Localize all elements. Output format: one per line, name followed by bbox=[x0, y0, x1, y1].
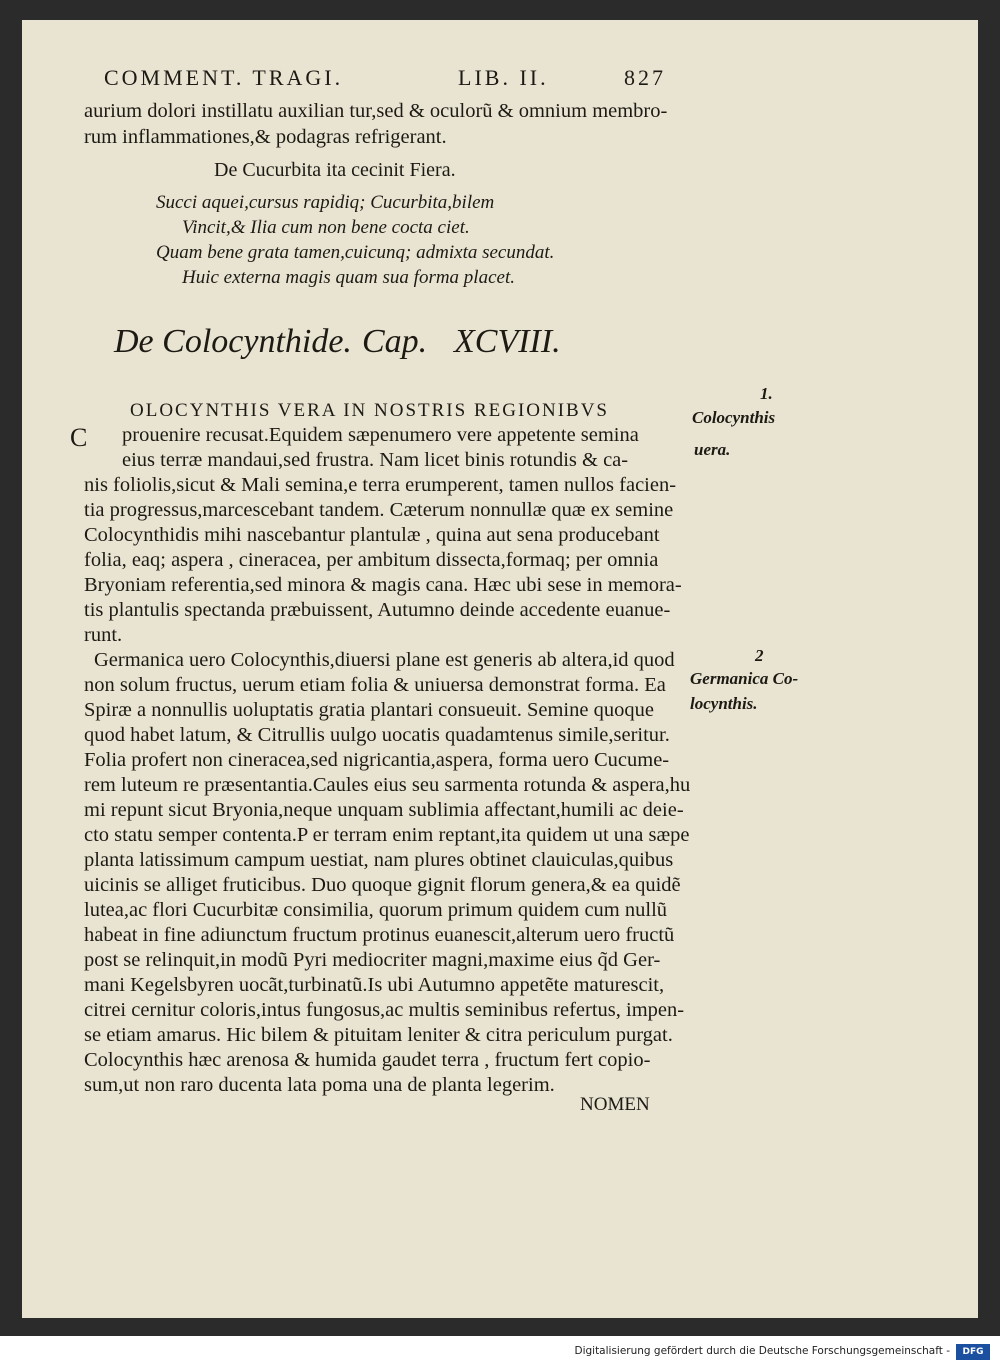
running-head: COMMENT. TRAGI. bbox=[104, 65, 344, 90]
verse-line: Huic externa magis quam sua forma placet. bbox=[182, 267, 515, 288]
text-line: OLOCYNTHIS VERA IN NOSTRIS REGIONIBVS bbox=[130, 400, 610, 421]
text-line: mi repunt sicut Bryonia,neque unquam sublimia affectant,humili ac deie- bbox=[84, 799, 684, 821]
text-line: tia progressus,marcescebant tandem. Cæterum nonnullæ quæ ex semine bbox=[84, 499, 674, 521]
chapter-cap: Cap. bbox=[362, 323, 428, 360]
margin-note-number: 1. bbox=[760, 384, 773, 403]
margin-note-line: locynthis. bbox=[690, 694, 758, 713]
text-line: tis plantulis spectanda præbuissent, Autumno deinde accedente euanue- bbox=[84, 599, 671, 621]
text-line: planta latissimum campum uestiat, nam plures obtinet clauiculas,quibus bbox=[84, 849, 674, 871]
margin-note-line: uera. bbox=[694, 440, 731, 459]
text-line: runt. bbox=[84, 624, 123, 646]
footer-credit: Digitalisierung gefördert durch die Deutsche Forschungsgemeinschaft - bbox=[574, 1345, 950, 1357]
text-line: cto statu semper contenta.P er terram enim reptant,ita quidem ut una sæpe bbox=[84, 824, 690, 846]
text-line: uicinis se alliget fruticibus. Duo quoque gignit florum genera,& ea quidẽ bbox=[84, 874, 681, 896]
text-line: rum inflammationes,& podagras refrigerant. bbox=[84, 126, 447, 148]
book-number: LIB. II. bbox=[458, 65, 549, 90]
text-line: prouenire recusat.Equidem sæpenumero vere appetente semina bbox=[122, 424, 639, 446]
text-line: Folia profert non cineracea,sed nigricantia,aspera, forma uero Cucume- bbox=[84, 749, 670, 771]
text-line: folia, eaq; aspera , cineracea, per ambitum dissecta,formaq; per omnia bbox=[84, 549, 659, 571]
text-line: rem luteum re præsentantia.Caules eius seu sarmenta rotunda & aspera,hu bbox=[84, 774, 691, 796]
chapter-numeral: XCVIII. bbox=[454, 323, 561, 360]
text-line: eius terræ mandaui,sed frustra. Nam licet binis rotundis & ca- bbox=[122, 449, 629, 471]
book-page bbox=[22, 20, 978, 1318]
text-line: quod habet latum, & Citrullis uulgo uocatis quadamtenus simile,seritur. bbox=[84, 724, 670, 746]
text-line: non solum fructus, uerum etiam folia & uniuersa demonstrat forma. Ea bbox=[84, 674, 666, 696]
margin-note-line: Germanica Co- bbox=[690, 669, 799, 688]
text-line: Bryoniam referentia,sed minora & magis cana. Hæc ubi sese in memora- bbox=[84, 574, 682, 596]
text-line: Spiræ a nonnullis uoluptatis gratia plantari consueuit. Semine quoque bbox=[84, 699, 654, 721]
text-line: nis foliolis,sicut & Mali semina,e terra erumperent, tamen nullos facien- bbox=[84, 474, 677, 496]
margin-note-line: Colocynthis bbox=[692, 408, 776, 427]
drop-cap: C bbox=[70, 423, 88, 452]
text-line: post se relinquit,in modũ Pyri mediocriter magni,maxime eius q̃d Ger- bbox=[84, 949, 661, 971]
verse-line: Vincit,& Ilia cum non bene cocta ciet. bbox=[182, 217, 470, 238]
text-line: aurium dolori instillatu auxilian tur,sed & oculorũ & omnium membro- bbox=[84, 100, 668, 122]
margin-note-number: 2 bbox=[755, 646, 764, 665]
verse-line: Quam bene grata tamen,cuicunq; admixta secundat. bbox=[156, 242, 555, 263]
text-line: Colocynthis hæc arenosa & humida gaudet terra , fructum fert copio- bbox=[84, 1049, 651, 1071]
catchword: NOMEN bbox=[580, 1094, 650, 1115]
page-number: 827 bbox=[624, 65, 666, 90]
text-line: mani Kegelsbyren uocãt,turbinatũ.Is ubi Autumno appetẽte maturescit, bbox=[84, 974, 665, 996]
text-line: habeat in fine adiunctum fructum protinus euanescit,alterum uero fructũ bbox=[84, 924, 675, 946]
footer-bar bbox=[0, 1336, 1000, 1368]
chapter-title: De Colocynthide. bbox=[114, 323, 352, 360]
verse-line: Succi aquei,cursus rapidiq; Cucurbita,bilem bbox=[156, 192, 495, 213]
text-line: citrei cernitur coloris,intus fungosus,ac multis seminibus refertus, impen- bbox=[84, 999, 685, 1021]
verse-heading: De Cucurbita ita cecinit Fiera. bbox=[214, 159, 456, 181]
text-line: se etiam amarus. Hic bilem & pituitam leniter & citra periculum purgat. bbox=[84, 1024, 673, 1046]
text-line: Germanica uero Colocynthis,diuersi plane est generis ab altera,id quod bbox=[94, 649, 675, 671]
text-line: lutea,ac flori Cucurbitæ consimilia, quorum primum quidem cum nullũ bbox=[84, 899, 668, 921]
text-line: sum,ut non raro ducenta lata poma una de planta legerim. bbox=[84, 1074, 555, 1096]
dfg-logo: DFG bbox=[956, 1344, 990, 1360]
text-line: Colocynthidis mihi nascebantur plantulæ , quina aut sena producebant bbox=[84, 524, 660, 546]
